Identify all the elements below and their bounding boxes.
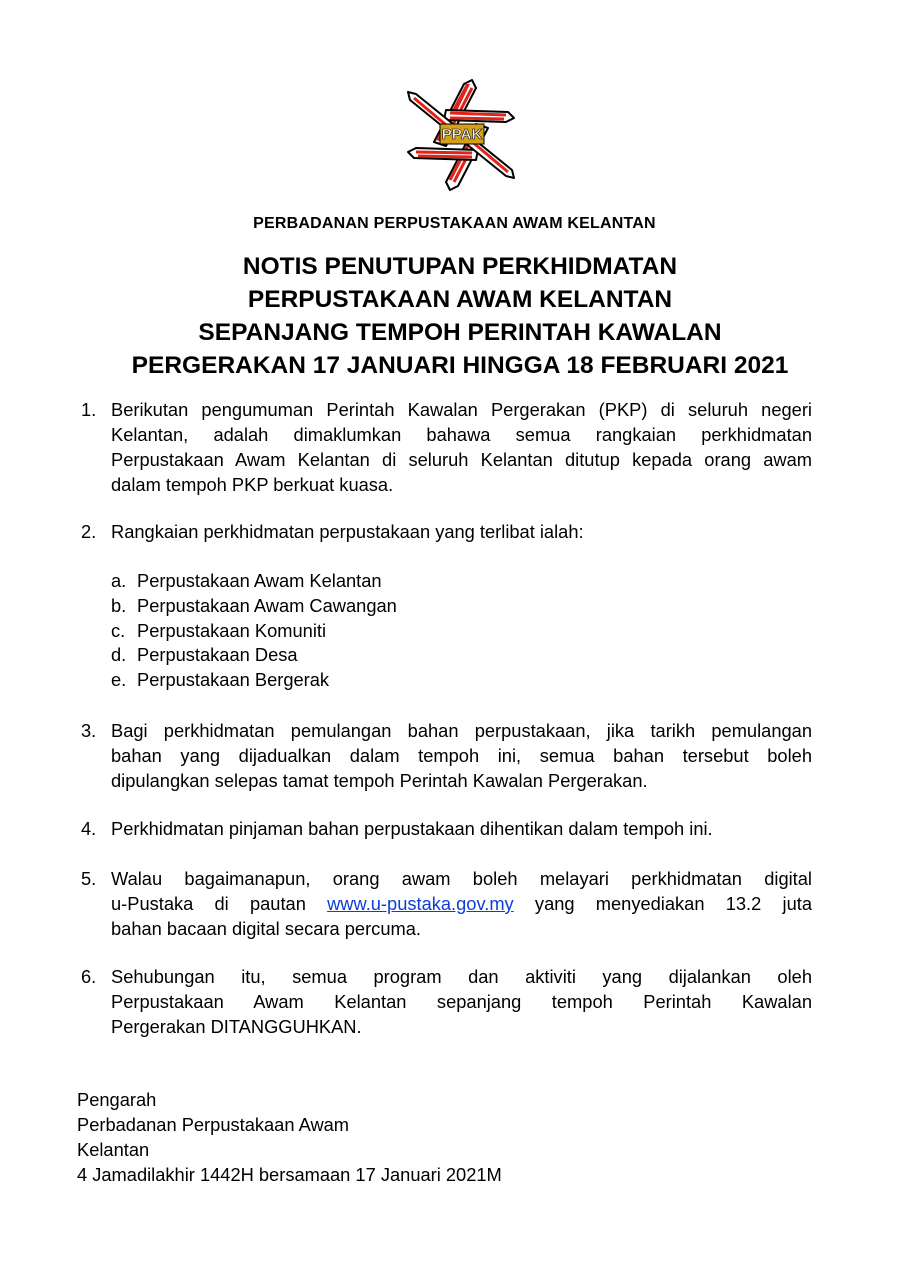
list-letter: e. — [111, 669, 127, 691]
list-letter: d. — [111, 644, 127, 666]
item-text — [111, 397, 812, 497]
title-line: NOTIS PENUTUPAN PERKHIDMATAN — [242, 253, 678, 280]
organization-name: PERBADANAN PERPUSTAKAAN AWAM KELANTAN — [253, 215, 656, 232]
item-line: Rangkaian perkhidmatan perpustakaan yang terlibat ialah: — [111, 521, 584, 542]
item-line: dipulangkan selepas tamat tempoh Perintah Kawalan Pergerakan. — [111, 770, 648, 791]
list-item — [111, 643, 397, 668]
u-pustaka-link[interactable]: www.u-pustaka.gov.my — [327, 893, 514, 914]
title-line: PERGERAKAN 17 JANUARI HINGGA 18 FEBRUARI 2021 — [131, 352, 789, 379]
item-line: Berikutan pengumuman Perintah Kawalan Pergerakan (PKP) di seluruh negeri — [111, 399, 812, 420]
item-number: 6. — [81, 966, 97, 987]
title-line: SEPANJANG TEMPOH PERINTAH KAWALAN — [198, 319, 722, 346]
signature-line: Perbadanan Perpustakaan Awam — [77, 1114, 350, 1135]
item-number: 5. — [81, 868, 97, 889]
list-item — [111, 668, 397, 693]
item-line-text: u-Pustaka di pautan — [111, 893, 306, 914]
item-line: Walau bagaimanapun, orang awam boleh melayari perkhidmatan digital — [111, 868, 812, 889]
item-number: 2. — [81, 521, 97, 542]
list-text: Perpustakaan Desa — [137, 644, 298, 666]
signature-line: 4 Jamadilakhir 1442H bersamaan 17 Januari 2021M — [77, 1164, 502, 1185]
list-item — [111, 594, 397, 619]
list-letter: c. — [111, 619, 126, 641]
item-line: Perpustakaan Awam Kelantan di seluruh Kelantan ditutup kepada orang awam — [111, 449, 812, 470]
list-item — [111, 569, 397, 594]
list-text: Perpustakaan Awam Cawangan — [137, 594, 397, 616]
list-letter: b. — [111, 594, 127, 616]
item-text — [111, 964, 812, 1039]
signature-line: Kelantan — [77, 1139, 150, 1160]
item-line: Perpustakaan Awam Kelantan sepanjang tempoh Perintah Kawalan — [111, 991, 812, 1012]
item-line: bahan bacaan digital secara percuma. — [111, 918, 421, 939]
item-line: Sehubungan itu, semua program dan aktiviti yang dijalankan oleh — [111, 966, 812, 987]
library-network-list — [111, 569, 397, 693]
ppak-logo-graphic — [396, 72, 526, 198]
title-line: PERPUSTAKAAN AWAM KELANTAN — [247, 286, 673, 313]
item-text — [111, 816, 812, 841]
item-line: Bagi perkhidmatan pemulangan bahan perpustakaan, jika tarikh pemulangan — [111, 720, 812, 741]
list-text: Perpustakaan Komuniti — [137, 619, 327, 641]
item-line: Perkhidmatan pinjaman bahan perpustakaan dihentikan dalam tempoh ini. — [111, 818, 713, 839]
list-letter: a. — [111, 570, 127, 591]
item-line: Pergerakan DITANGGUHKAN. — [111, 1016, 362, 1037]
item-number: 4. — [81, 818, 97, 839]
item-text — [111, 718, 812, 793]
signature-block — [77, 1087, 502, 1187]
signature-line: Pengarah — [77, 1089, 157, 1110]
list-item — [111, 619, 397, 644]
logo-text: PPAK — [441, 126, 483, 143]
item-line — [111, 891, 812, 916]
item-line-text: yang menyediakan 13.2 juta — [534, 893, 812, 914]
item-line: bahan yang dijadualkan dalam tempoh ini, semua bahan tersebut boleh — [111, 745, 812, 766]
list-text: Perpustakaan Bergerak — [137, 669, 330, 691]
item-number: 1. — [81, 399, 97, 420]
item-line: Kelantan, adalah dimaklumkan bahawa semua rangkaian perkhidmatan — [111, 424, 812, 445]
item-text — [111, 519, 812, 544]
ppak-logo — [396, 72, 526, 198]
list-text: Perpustakaan Awam Kelantan — [137, 570, 382, 591]
item-text — [111, 866, 812, 941]
item-line: dalam tempoh PKP berkuat kuasa. — [111, 474, 394, 495]
item-number: 3. — [81, 720, 97, 741]
notice-title — [60, 250, 860, 382]
